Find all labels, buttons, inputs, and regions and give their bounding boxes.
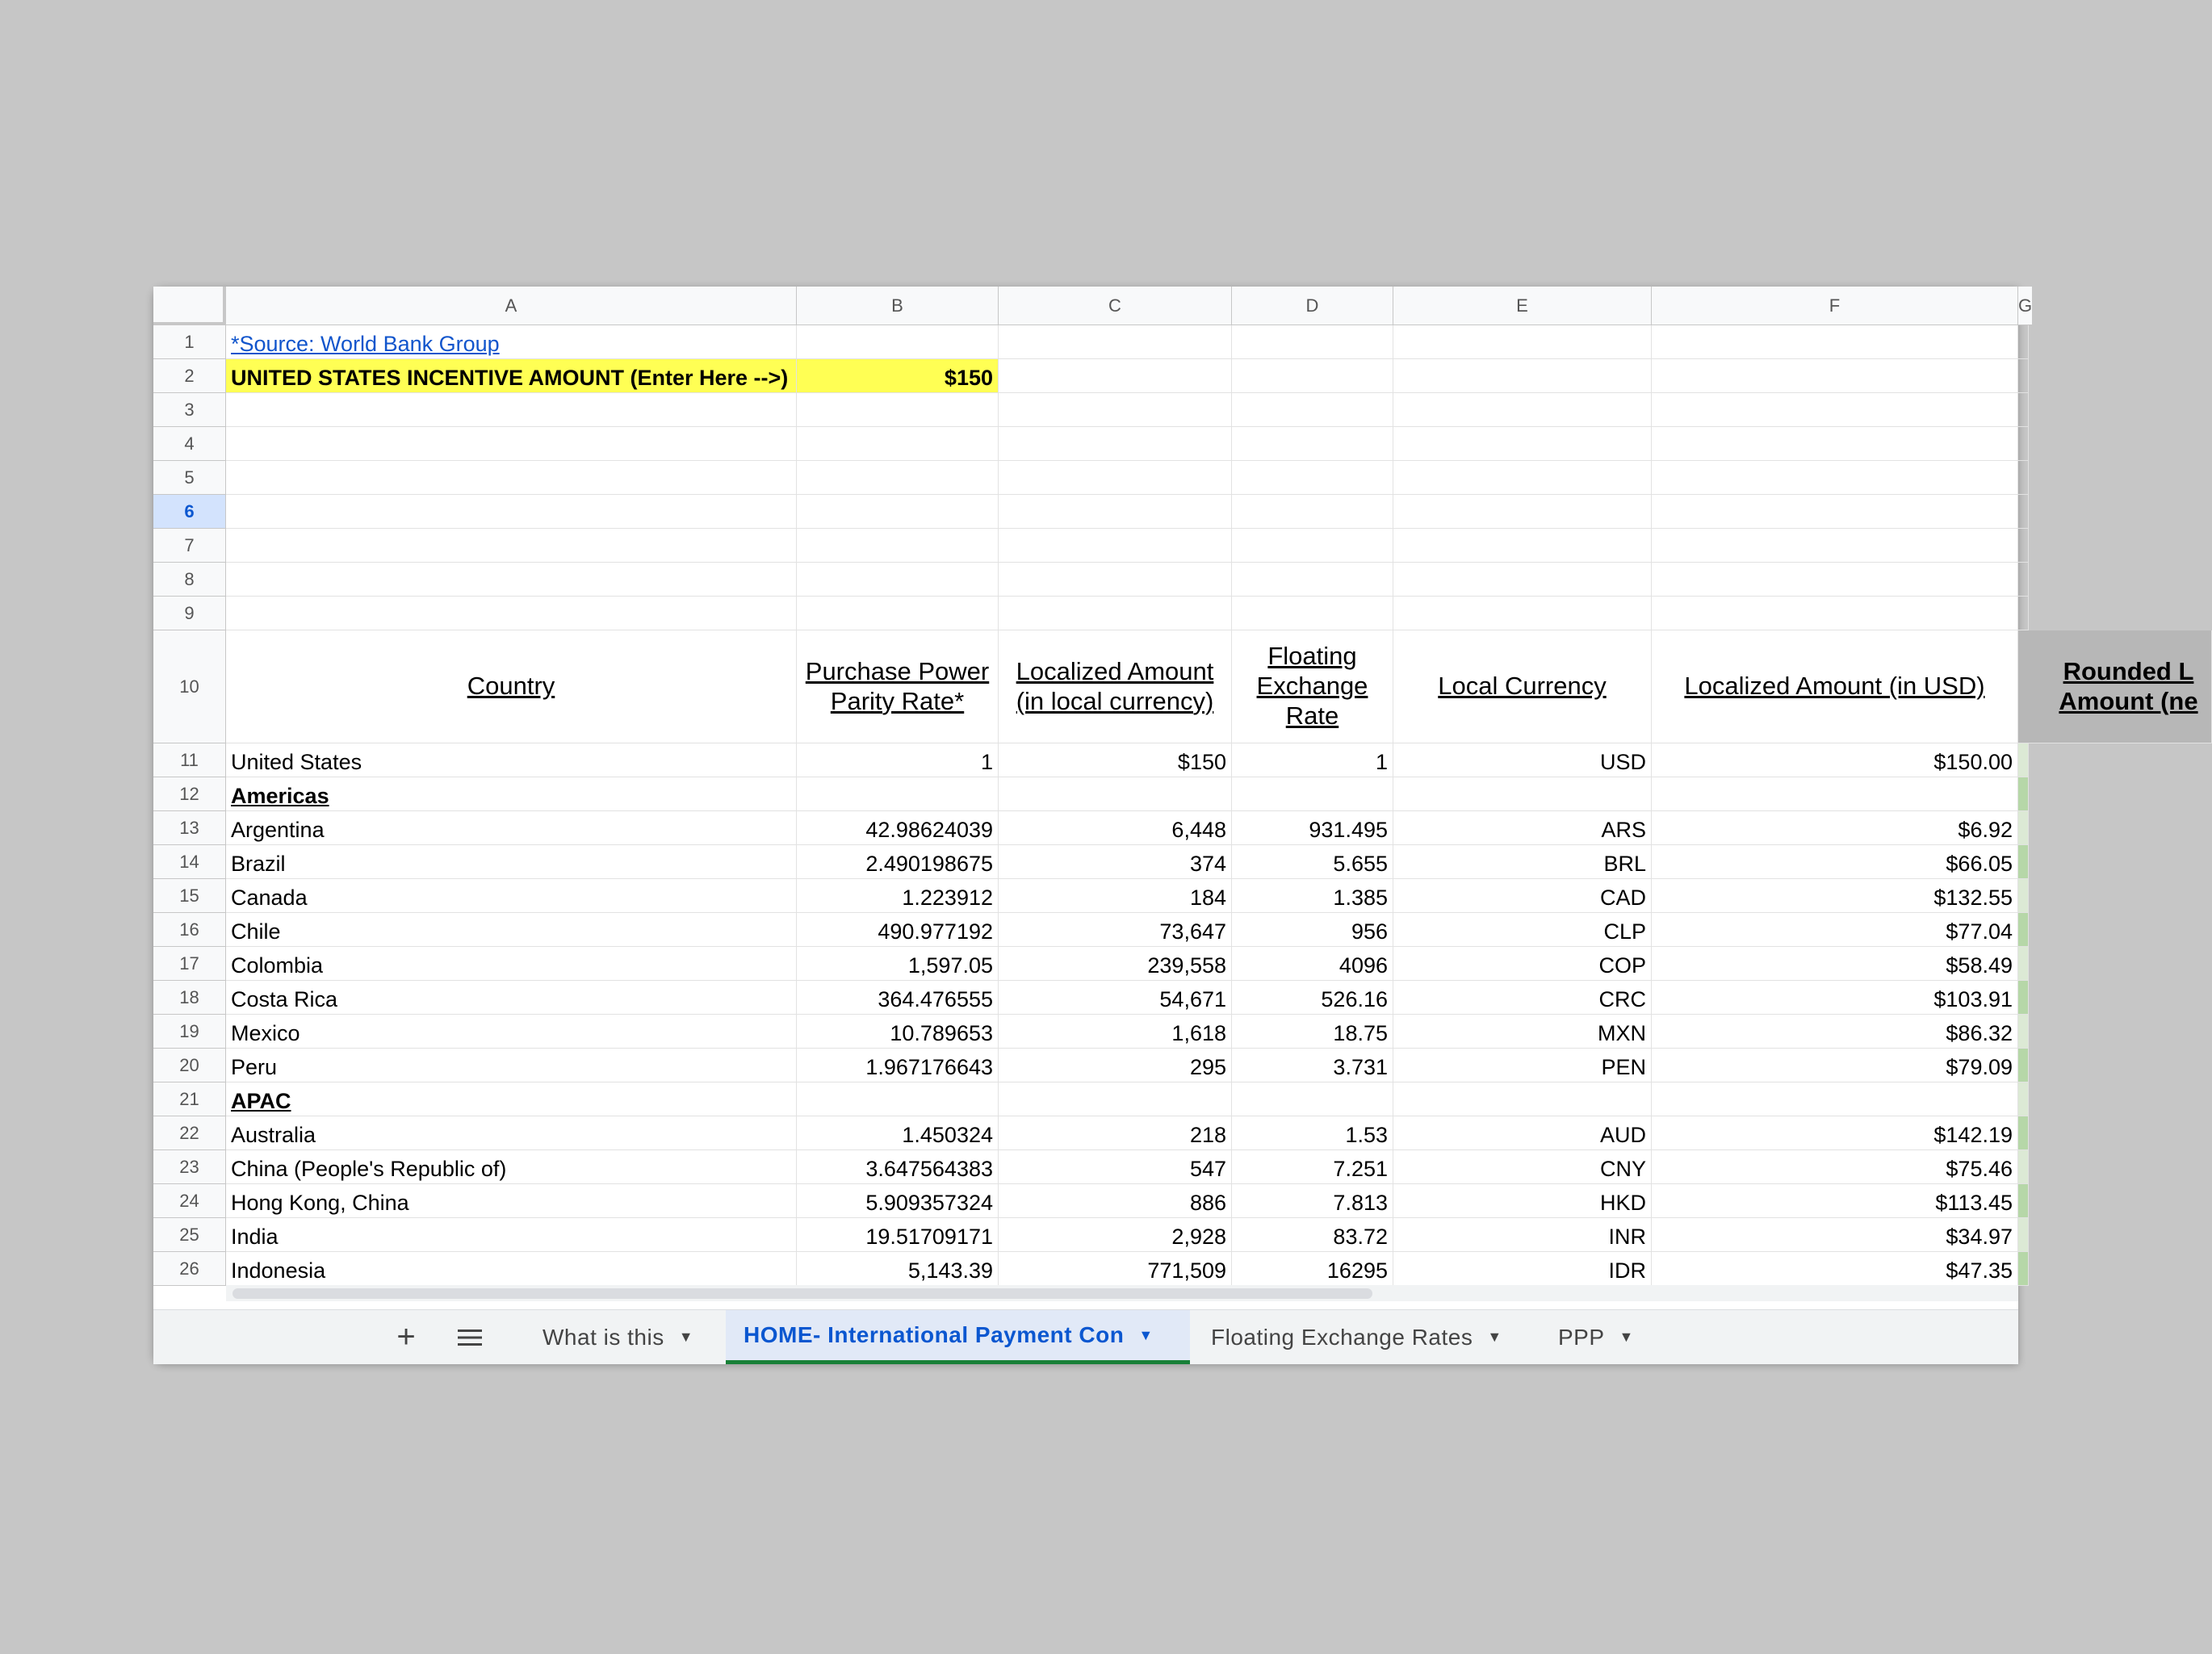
grid-cell[interactable] — [797, 529, 999, 563]
local-amount-cell[interactable]: 54,671 — [999, 981, 1232, 1015]
tab-what-is-this[interactable] — [517, 1310, 719, 1364]
grid-cell[interactable] — [1393, 427, 1652, 461]
column-header-e[interactable]: E — [1393, 287, 1652, 325]
ppp-rate-cell[interactable] — [797, 1082, 999, 1116]
plus-icon: + — [396, 1319, 416, 1355]
hamburger-icon — [458, 1329, 482, 1346]
grid-cell[interactable] — [999, 393, 1232, 427]
chevron-down-icon[interactable]: ▼ — [1487, 1329, 1502, 1345]
grid-cell[interactable] — [226, 563, 797, 597]
grid-cell[interactable] — [2018, 597, 2029, 630]
usd-amount-cell[interactable]: $75.46 — [1652, 1150, 2018, 1184]
grid-cell[interactable] — [2018, 529, 2029, 563]
row-header[interactable]: 2 — [153, 359, 226, 393]
usd-amount-cell[interactable]: $86.32 — [1652, 1015, 2018, 1049]
currency-code-cell[interactable]: HKD — [1393, 1184, 1652, 1218]
grid-cell[interactable] — [999, 359, 1232, 393]
rounded-amount-cell[interactable] — [2018, 1049, 2029, 1082]
country-cell[interactable]: Brazil — [226, 845, 797, 879]
exchange-rate-cell[interactable] — [1232, 1082, 1393, 1116]
row-header[interactable]: 3 — [153, 393, 226, 427]
usd-amount-cell[interactable]: $58.49 — [1652, 947, 2018, 981]
grid-cell[interactable] — [226, 461, 797, 495]
grid-cell[interactable] — [2018, 495, 2029, 529]
usd-amount-cell[interactable]: $142.19 — [1652, 1116, 2018, 1150]
rounded-amount-cell[interactable] — [2018, 1252, 2029, 1286]
local-amount-cell[interactable]: 547 — [999, 1150, 1232, 1184]
grid-cell[interactable] — [226, 393, 797, 427]
exchange-rate-cell[interactable]: 1.385 — [1232, 879, 1393, 913]
ppp-rate-cell[interactable]: 364.476555 — [797, 981, 999, 1015]
row-header[interactable]: 19 — [153, 1015, 226, 1049]
usd-amount-cell[interactable]: $132.55 — [1652, 879, 2018, 913]
exchange-rate-cell[interactable]: 956 — [1232, 913, 1393, 947]
local-amount-cell[interactable]: 6,448 — [999, 811, 1232, 845]
row-header[interactable]: 9 — [153, 597, 226, 630]
exchange-rate-cell[interactable]: 18.75 — [1232, 1015, 1393, 1049]
grid-cell[interactable] — [1232, 325, 1393, 359]
ppp-rate-cell[interactable]: 1 — [797, 743, 999, 777]
grid-cell[interactable] — [1232, 393, 1393, 427]
grid-cell[interactable] — [1652, 325, 2018, 359]
rounded-amount-cell[interactable] — [2018, 845, 2029, 879]
rounded-amount-cell[interactable] — [2018, 1116, 2029, 1150]
exchange-rate-cell[interactable]: 931.495 — [1232, 811, 1393, 845]
grid-cell[interactable] — [2018, 325, 2029, 359]
row-header[interactable]: 8 — [153, 563, 226, 597]
currency-code-cell[interactable]: CAD — [1393, 879, 1652, 913]
ppp-rate-cell[interactable]: 2.490198675 — [797, 845, 999, 879]
usd-amount-cell[interactable]: $113.45 — [1652, 1184, 2018, 1218]
currency-code-cell[interactable]: MXN — [1393, 1015, 1652, 1049]
currency-code-cell[interactable]: BRL — [1393, 845, 1652, 879]
country-cell[interactable]: Chile — [226, 913, 797, 947]
column-header-f[interactable]: F — [1652, 287, 2018, 325]
ppp-rate-cell[interactable]: 3.647564383 — [797, 1150, 999, 1184]
country-cell[interactable]: India — [226, 1218, 797, 1252]
row-header[interactable]: 12 — [153, 777, 226, 811]
row-header[interactable]: 13 — [153, 811, 226, 845]
column-header-d[interactable]: D — [1232, 287, 1393, 325]
grid-cell[interactable] — [226, 427, 797, 461]
ppp-rate-cell[interactable] — [797, 777, 999, 811]
country-cell[interactable]: Australia — [226, 1116, 797, 1150]
currency-code-cell[interactable]: INR — [1393, 1218, 1652, 1252]
grid-cell[interactable] — [2018, 427, 2029, 461]
exchange-rate-cell[interactable]: 526.16 — [1232, 981, 1393, 1015]
exchange-rate-cell[interactable]: 16295 — [1232, 1252, 1393, 1286]
exchange-rate-cell[interactable]: 4096 — [1232, 947, 1393, 981]
all-sheets-button[interactable] — [446, 1310, 494, 1364]
grid-cell[interactable] — [2018, 461, 2029, 495]
country-cell[interactable]: Colombia — [226, 947, 797, 981]
usd-amount-cell[interactable]: $103.91 — [1652, 981, 2018, 1015]
grid-cell[interactable] — [1232, 563, 1393, 597]
column-header-c[interactable]: C — [999, 287, 1232, 325]
ppp-rate-cell[interactable]: 19.51709171 — [797, 1218, 999, 1252]
grid-cell[interactable] — [797, 563, 999, 597]
grid-cell[interactable] — [2018, 359, 2029, 393]
select-all-corner[interactable] — [153, 287, 226, 325]
row-header[interactable]: 18 — [153, 981, 226, 1015]
currency-code-cell[interactable] — [1393, 777, 1652, 811]
grid-cell[interactable] — [1393, 393, 1652, 427]
grid-cell[interactable] — [999, 529, 1232, 563]
tab-label: PPP — [1558, 1324, 1605, 1350]
ppp-rate-cell[interactable]: 1.450324 — [797, 1116, 999, 1150]
currency-code-cell[interactable]: CNY — [1393, 1150, 1652, 1184]
usd-amount-cell[interactable]: $79.09 — [1652, 1049, 2018, 1082]
country-cell[interactable]: Canada — [226, 879, 797, 913]
grid-cell[interactable] — [1393, 359, 1652, 393]
grid-cell[interactable] — [1652, 359, 2018, 393]
currency-code-cell[interactable]: USD — [1393, 743, 1652, 777]
grid-cell[interactable] — [2018, 393, 2029, 427]
currency-code-cell[interactable]: ARS — [1393, 811, 1652, 845]
row-header[interactable]: 11 — [153, 743, 226, 777]
rounded-amount-cell[interactable] — [2018, 947, 2029, 981]
ppp-rate-cell[interactable]: 5.909357324 — [797, 1184, 999, 1218]
header-rounded-amount: Rounded L Amount (ne — [2018, 630, 2212, 743]
row-header[interactable]: 4 — [153, 427, 226, 461]
grid-cell[interactable] — [797, 393, 999, 427]
chevron-down-icon[interactable]: ▼ — [678, 1329, 694, 1345]
local-amount-cell[interactable]: 2,928 — [999, 1218, 1232, 1252]
rounded-amount-cell[interactable] — [2018, 743, 2029, 777]
section-label[interactable]: APAC — [226, 1082, 797, 1116]
grid-cell[interactable] — [797, 325, 999, 359]
ppp-rate-cell[interactable]: 10.789653 — [797, 1015, 999, 1049]
grid-cell[interactable] — [1232, 461, 1393, 495]
local-amount-cell[interactable] — [999, 777, 1232, 811]
currency-code-cell[interactable] — [1393, 1082, 1652, 1116]
grid-cell[interactable] — [226, 495, 797, 529]
grid-cell[interactable] — [797, 427, 999, 461]
row-header[interactable]: 16 — [153, 913, 226, 947]
exchange-rate-cell[interactable]: 1.53 — [1232, 1116, 1393, 1150]
grid-cell[interactable] — [797, 495, 999, 529]
country-cell[interactable]: United States — [226, 743, 797, 777]
grid-cell[interactable] — [1393, 563, 1652, 597]
grid-cell[interactable] — [797, 461, 999, 495]
rounded-amount-cell[interactable] — [2018, 1015, 2029, 1049]
country-cell[interactable]: Argentina — [226, 811, 797, 845]
grid-cell[interactable] — [1652, 597, 2018, 630]
ppp-rate-cell[interactable]: 1.967176643 — [797, 1049, 999, 1082]
exchange-rate-cell[interactable]: 3.731 — [1232, 1049, 1393, 1082]
usd-amount-cell[interactable] — [1652, 777, 2018, 811]
row-header[interactable]: 20 — [153, 1049, 226, 1082]
usd-amount-cell[interactable]: $6.92 — [1652, 811, 2018, 845]
usd-amount-cell[interactable]: $77.04 — [1652, 913, 2018, 947]
grid-cell[interactable] — [2018, 563, 2029, 597]
ppp-rate-cell[interactable]: 1.223912 — [797, 879, 999, 913]
grid-cell[interactable] — [1652, 495, 2018, 529]
currency-code-cell[interactable]: COP — [1393, 947, 1652, 981]
grid-cell[interactable] — [1652, 393, 2018, 427]
tab-home-international-payment[interactable] — [726, 1310, 1190, 1364]
rounded-amount-cell[interactable] — [2018, 981, 2029, 1015]
country-cell[interactable]: China (People's Republic of) — [226, 1150, 797, 1184]
grid-cell[interactable] — [1652, 529, 2018, 563]
local-amount-cell[interactable]: 771,509 — [999, 1252, 1232, 1286]
local-amount-cell[interactable]: 73,647 — [999, 913, 1232, 947]
rounded-amount-cell[interactable] — [2018, 1082, 2029, 1116]
chevron-down-icon[interactable]: ▼ — [1138, 1326, 1154, 1343]
grid-cell[interactable] — [1232, 495, 1393, 529]
section-label[interactable]: Americas — [226, 777, 797, 811]
local-amount-cell[interactable]: 1,618 — [999, 1015, 1232, 1049]
rounded-amount-cell[interactable] — [2018, 811, 2029, 845]
grid-cell[interactable] — [999, 597, 1232, 630]
country-cell[interactable]: Peru — [226, 1049, 797, 1082]
incentive-amount-input[interactable]: $150 — [797, 359, 999, 393]
grid-cell[interactable] — [1652, 427, 2018, 461]
local-amount-cell[interactable]: 218 — [999, 1116, 1232, 1150]
row-header[interactable]: 25 — [153, 1218, 226, 1252]
tab-label: What is this — [543, 1324, 664, 1350]
grid-cell[interactable] — [1393, 325, 1652, 359]
horizontal-scrollbar-thumb[interactable] — [233, 1288, 1372, 1299]
country-cell[interactable]: Mexico — [226, 1015, 797, 1049]
header-local-currency: Local Currency — [1393, 630, 1652, 743]
source-link[interactable]: *Source: World Bank Group — [226, 325, 797, 359]
rounded-amount-cell[interactable] — [2018, 1150, 2029, 1184]
row-header[interactable]: 10 — [153, 630, 226, 743]
grid-cell[interactable] — [1232, 529, 1393, 563]
grid-cell[interactable] — [1393, 495, 1652, 529]
grid-cell[interactable] — [226, 529, 797, 563]
rounded-amount-cell[interactable] — [2018, 1184, 2029, 1218]
usd-amount-cell[interactable]: $150.00 — [1652, 743, 2018, 777]
ppp-rate-cell[interactable]: 490.977192 — [797, 913, 999, 947]
row-header[interactable]: 22 — [153, 1116, 226, 1150]
row-header[interactable]: 21 — [153, 1082, 226, 1116]
rounded-amount-cell[interactable] — [2018, 777, 2029, 811]
grid-cell[interactable] — [1232, 597, 1393, 630]
currency-code-cell[interactable]: CRC — [1393, 981, 1652, 1015]
country-cell[interactable]: Hong Kong, China — [226, 1184, 797, 1218]
grid-cell[interactable] — [797, 597, 999, 630]
header-localized-amount-usd: Localized Amount (in USD) — [1652, 630, 2018, 743]
tab-floating-exchange-rates[interactable] — [1195, 1310, 1519, 1364]
ppp-rate-cell[interactable]: 1,597.05 — [797, 947, 999, 981]
grid-cell[interactable] — [226, 597, 797, 630]
row-header[interactable]: 14 — [153, 845, 226, 879]
add-sheet-button[interactable] — [382, 1310, 430, 1364]
row-header[interactable]: 26 — [153, 1252, 226, 1286]
usd-amount-cell[interactable] — [1652, 1082, 2018, 1116]
grid-cell[interactable] — [1652, 461, 2018, 495]
header-country: Country — [226, 630, 797, 743]
tab-label: Floating Exchange Rates — [1211, 1324, 1473, 1350]
grid-cell[interactable] — [1232, 359, 1393, 393]
chevron-down-icon[interactable]: ▼ — [1619, 1329, 1634, 1345]
exchange-rate-cell[interactable]: 7.813 — [1232, 1184, 1393, 1218]
exchange-rate-cell[interactable] — [1232, 777, 1393, 811]
local-amount-cell[interactable]: 184 — [999, 879, 1232, 913]
grid-cell[interactable] — [1393, 597, 1652, 630]
currency-code-cell[interactable]: CLP — [1393, 913, 1652, 947]
tab-ppp[interactable] — [1542, 1310, 1650, 1364]
local-amount-cell[interactable]: 374 — [999, 845, 1232, 879]
grid-cell[interactable] — [999, 461, 1232, 495]
ppp-rate-cell[interactable]: 42.98624039 — [797, 811, 999, 845]
spreadsheet-window — [153, 287, 2198, 1363]
grid-cell[interactable] — [999, 495, 1232, 529]
exchange-rate-cell[interactable]: 83.72 — [1232, 1218, 1393, 1252]
grid-cell[interactable] — [999, 427, 1232, 461]
usd-amount-cell[interactable]: $66.05 — [1652, 845, 2018, 879]
rounded-amount-cell[interactable] — [2018, 1218, 2029, 1252]
grid-cell[interactable] — [1652, 563, 2018, 597]
rounded-amount-cell[interactable] — [2018, 913, 2029, 947]
header-floating-exchange-rate: Floating Exchange Rate — [1232, 630, 1393, 743]
column-header-g[interactable]: G — [2018, 287, 2033, 325]
country-cell[interactable]: Indonesia — [226, 1252, 797, 1286]
row-header[interactable]: 24 — [153, 1184, 226, 1218]
currency-code-cell[interactable]: PEN — [1393, 1049, 1652, 1082]
rounded-amount-cell[interactable] — [2018, 879, 2029, 913]
incentive-label: UNITED STATES INCENTIVE AMOUNT (Enter Here -->) — [226, 359, 797, 393]
exchange-rate-cell[interactable]: 7.251 — [1232, 1150, 1393, 1184]
header-ppp-rate: Purchase Power Parity Rate* — [797, 630, 999, 743]
local-amount-cell[interactable]: 295 — [999, 1049, 1232, 1082]
header-localized-amount-local: Localized Amount (in local currency) — [999, 630, 1232, 743]
usd-amount-cell[interactable]: $34.97 — [1652, 1218, 2018, 1252]
currency-code-cell[interactable]: AUD — [1393, 1116, 1652, 1150]
grid-cell[interactable] — [999, 563, 1232, 597]
grid-cell[interactable] — [1393, 461, 1652, 495]
grid-cell[interactable] — [999, 325, 1232, 359]
local-amount-cell[interactable]: 886 — [999, 1184, 1232, 1218]
ppp-rate-cell[interactable]: 5,143.39 — [797, 1252, 999, 1286]
row-header[interactable]: 7 — [153, 529, 226, 563]
row-header[interactable]: 23 — [153, 1150, 226, 1184]
local-amount-cell[interactable] — [999, 1082, 1232, 1116]
local-amount-cell[interactable]: 239,558 — [999, 947, 1232, 981]
grid-cell[interactable] — [1232, 427, 1393, 461]
grid-cell[interactable] — [1393, 529, 1652, 563]
tab-label: HOME- International Payment Con — [744, 1322, 1125, 1347]
column-header-a[interactable]: A — [226, 287, 797, 325]
row-header[interactable]: 17 — [153, 947, 226, 981]
column-header-b[interactable]: B — [797, 287, 999, 325]
row-header[interactable]: 1 — [153, 325, 226, 359]
country-cell[interactable]: Costa Rica — [226, 981, 797, 1015]
row-header[interactable]: 5 — [153, 461, 226, 495]
currency-code-cell[interactable]: IDR — [1393, 1252, 1652, 1286]
row-header[interactable]: 6 — [153, 495, 226, 529]
row-header[interactable]: 15 — [153, 879, 226, 913]
sheet-tab-bar — [153, 1309, 2018, 1364]
local-amount-cell[interactable]: $150 — [999, 743, 1232, 777]
exchange-rate-cell[interactable]: 1 — [1232, 743, 1393, 777]
usd-amount-cell[interactable]: $47.35 — [1652, 1252, 2018, 1286]
exchange-rate-cell[interactable]: 5.655 — [1232, 845, 1393, 879]
